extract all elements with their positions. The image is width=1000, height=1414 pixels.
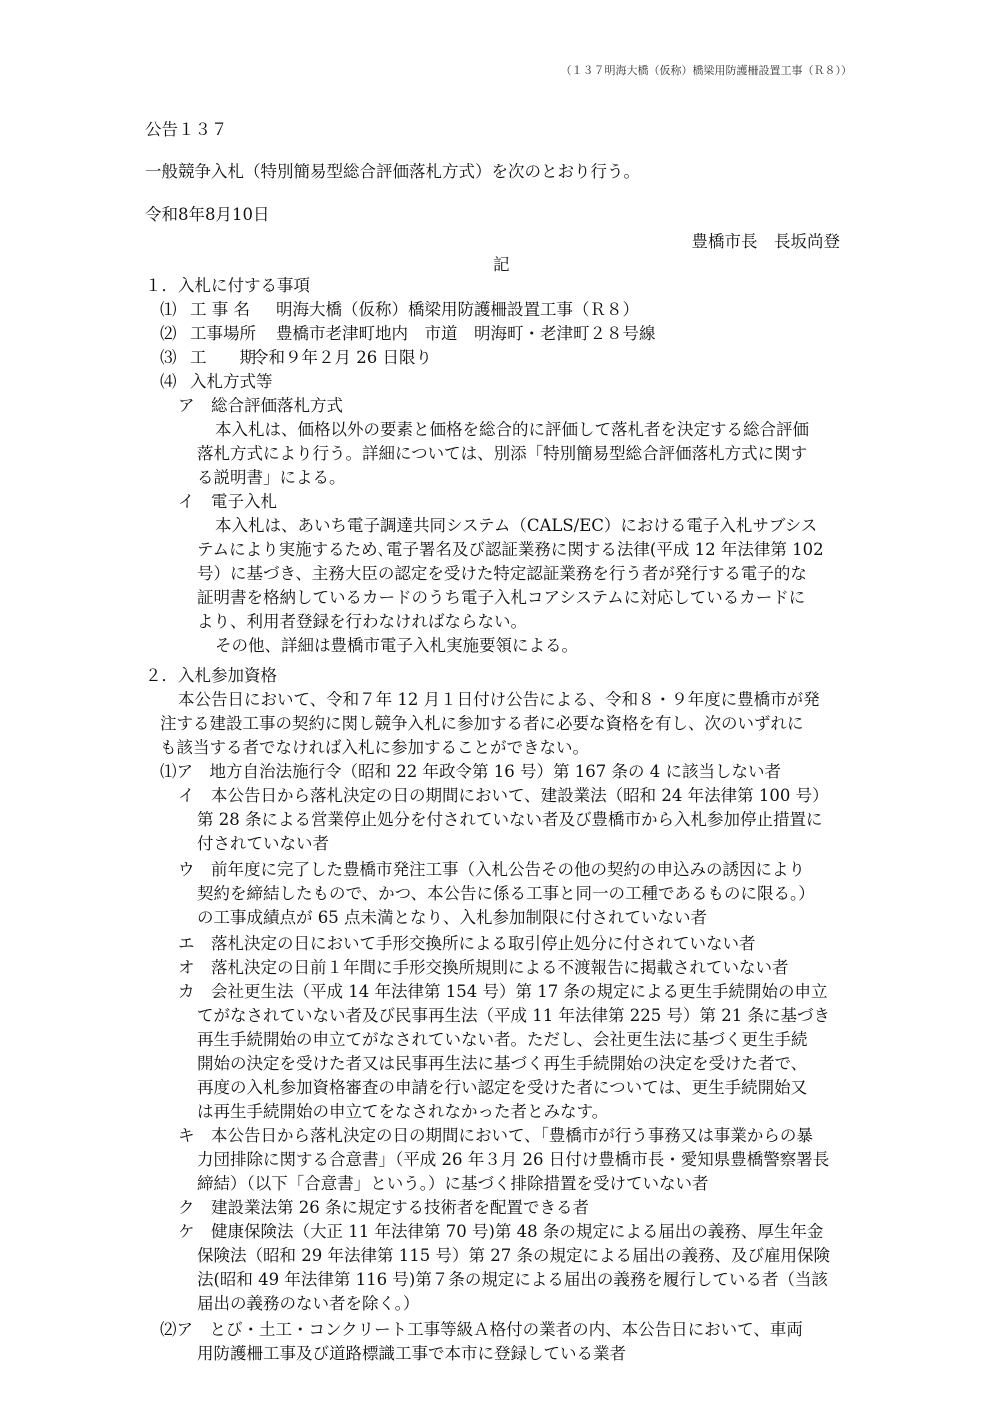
requirement-1ka: 再生手続開始の申立てがなされていない者。ただし、会社更生法に基づく更生手続 xyxy=(197,1030,808,1049)
method-a-line: 本入札は、価格以外の要素と価格を総合的に評価して落札者を決定する総合評価 xyxy=(215,420,809,439)
item-label: 工 期 xyxy=(190,348,256,367)
intro-text: 一般競争入札（特別簡易型総合評価落札方式）を次のとおり行う。 xyxy=(145,162,640,181)
method-a-line: 落札方式により行う。詳細については、別添「特別簡易型総合評価落札方式に関す xyxy=(197,444,808,463)
requirement-1ke: ケ 健康保険法（大正 11 年法律第 70 号)第 48 条の規定による届出の義務、厚生年金 xyxy=(178,1222,824,1241)
requirement-1i: 第 28 条による営業停止処分を付されていない者及び豊橋市から入札参加停止措置に xyxy=(197,810,823,829)
requirement-1u: ウ 前年度に完了した豊橋市発注工事（入札公告その他の契約の申込みの誘因により xyxy=(178,860,805,879)
requirement-1ki: 締結）（以下「合意書」という。）に基づく排除措置を受けていない者 xyxy=(197,1174,709,1193)
requirement-1ka: 再度の入札参加資格審査の申請を行い認定を受けた者については、更生手続開始又 xyxy=(197,1078,808,1097)
method-i-line: 証明書を格納しているカードのうち電子入札コアシステムに対応しているカードに xyxy=(197,588,806,607)
method-a-heading: ア 総合評価落札方式 xyxy=(178,396,343,415)
requirement-2a: ⑵ア とび・土工・コンクリート工事等級Ａ格付の業者の内、本公告日において、車両 xyxy=(160,1320,803,1339)
requirement-1ke: 届出の義務のない者を除く。） xyxy=(197,1294,420,1313)
item-number: ⑶ xyxy=(160,348,177,367)
requirement-2a: 用防護柵工事及び道路標識工事で本市に登録している業者 xyxy=(197,1344,626,1363)
running-header: （１３７明海大橋（仮称）橋梁用防護柵設置工事（Ｒ８）） xyxy=(560,64,852,77)
item-value: 豊橋市老津町地内 市道 明海町・老津町２８号線 xyxy=(276,324,656,343)
method-a-line: る説明書」による。 xyxy=(197,468,346,487)
requirement-1a: ⑴ア 地方自治法施行令（昭和 22 年政令第 16 号）第 167 条の 4 に該当しない者 xyxy=(160,762,781,781)
requirement-1u: の工事成績点が 65 点未満となり、入札参加制限に付されていない者 xyxy=(197,908,707,927)
requirement-1i: イ 本公告日から落札決定の日の期間において、建設業法（昭和 24 年法律第 100 号） xyxy=(178,786,829,805)
requirement-1ku: ク 建設業法第 26 条に規定する技術者を配置できる者 xyxy=(178,1198,589,1217)
requirement-1ka: は再生手続開始の申立てをなされなかった者とみなす。 xyxy=(197,1102,609,1121)
notice-number: 公告１３７ xyxy=(145,120,228,139)
requirement-1ka: カ 会社更生法（平成 14 年法律第 154 号）第 17 条の規定による更生手続開始の申立 xyxy=(178,982,828,1001)
section1-item-location xyxy=(160,322,656,346)
requirement-1u: 契約を締結したもので、かつ、本公告に係る工事と同一の工種であるものに限る。） xyxy=(197,884,815,903)
requirement-1o: オ 落札決定の日前１年間に手形交換所規則による不渡報告に掲載されていない者 xyxy=(178,958,789,977)
ki-marker: 記 xyxy=(493,255,510,274)
section2-intro-line: 注する建設工事の契約に関し競争入札に参加する者に必要な資格を有し、次のいずれに xyxy=(160,714,804,733)
section1-item-name xyxy=(160,298,639,322)
notice-date: 令和8年8月10日 xyxy=(145,205,270,224)
item-number: ⑷ xyxy=(160,372,177,391)
section1-item-period xyxy=(160,346,432,370)
item-label: 工事場所 xyxy=(190,324,256,343)
method-i-line: 本入札は、あいち電子調達共同システム（CALS/EC）における電子入札サブシス xyxy=(215,516,818,535)
item-number: ⑴ xyxy=(160,300,177,319)
issuer: 豊橋市長 長坂尚登 xyxy=(691,232,840,251)
method-i-line: より、利用者登録を行わなければならない。 xyxy=(197,612,527,631)
section2-heading: ２．入札参加資格 xyxy=(145,666,277,685)
requirement-1ki: 力団排除に関する合意書」（平成 26 年３月 26 日付け豊橋市長・愛知県豊橋警察署長 xyxy=(197,1150,830,1169)
section1-item-method xyxy=(160,370,273,394)
item-value: 明海大橋（仮称）橋梁用防護柵設置工事（Ｒ８） xyxy=(276,300,639,319)
requirement-1ka: てがなされていない者及び民事再生法（平成 11 年法律第 225 号）第 21 条に基づき xyxy=(197,1006,830,1025)
section2-intro-line: 本公告日において、令和７年 12 月１日付け公告による、令和８・９年度に豊橋市が発 xyxy=(178,690,820,709)
item-number: ⑵ xyxy=(160,324,177,343)
requirement-1ke: 保険法（昭和 29 年法律第 115 号）第 27 条の規定による届出の義務、及び雇用保険 xyxy=(197,1246,830,1265)
method-i-heading: イ 電子入札 xyxy=(178,492,277,511)
method-other: その他、詳細は豊橋市電子入札実施要領による。 xyxy=(215,636,578,655)
method-i-line: 号）に基づき、主務大臣の認定を受けた特定認証業務を行う者が発行する電子的な xyxy=(197,564,807,583)
requirement-1ka: 開始の決定を受けた者又は民事再生法に基づく再生手続開始の決定を受けた者で、 xyxy=(197,1054,808,1073)
requirement-1i: 付されていない者 xyxy=(197,834,329,853)
requirement-1e: エ 落札決定の日において手形交換所による取引停止処分に付されていない者 xyxy=(178,934,756,953)
method-i-line: テムにより実施するため､電子署名及び認証業務に関する法律(平成 12 年法律第 102 xyxy=(197,540,824,559)
item-label: 入札方式等 xyxy=(190,372,273,391)
requirement-1ki: キ 本公告日から落札決定の日の期間において、「豊橋市が行う事務又は事業からの暴 xyxy=(178,1126,813,1145)
requirement-1ke: 法(昭和 49 年法律第 116 号)第７条の規定による届出の義務を履行している者（当該 xyxy=(197,1270,828,1289)
item-value: 令和９年２月 26 日限り xyxy=(252,348,432,367)
section1-heading: １．入札に付する事項 xyxy=(145,276,310,295)
section2-intro-line: も該当する者でなければ入札に参加することができない。 xyxy=(160,738,589,757)
item-label: 工 事 名 xyxy=(190,300,250,319)
